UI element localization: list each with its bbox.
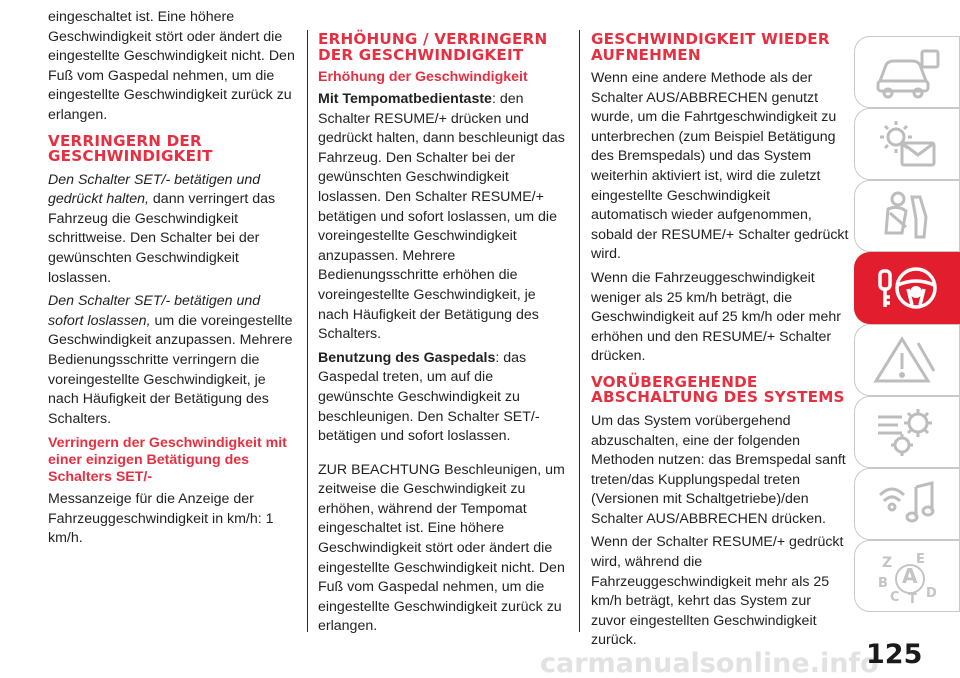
svg-text:D: D — [926, 586, 937, 601]
svg-text:Z: Z — [882, 555, 893, 571]
bold-text: Mit Tempomatbedientaste — [318, 91, 492, 107]
section-heading-wieder-aufnehmen: GESCHWINDIGKEIT WIEDER AUFNEHMEN — [591, 30, 830, 64]
warning-lights-icon — [872, 115, 942, 173]
chapter-tab-warning-lights[interactable] — [854, 108, 960, 180]
svg-text:C: C — [890, 590, 900, 605]
paragraph — [48, 171, 298, 289]
multimedia-icon — [872, 475, 942, 533]
emphasis-text: Den Schalter SET/- betätigen und gedrückt halten, — [48, 171, 261, 208]
paragraph: Um das System vorübergehend abzuschalten, eine der folgenden Methoden nutzen: das Bremspedal sanft treten/das Kupplungspedal treten (Versionen mit Schaltgetriebe)/den Schalter AUS/ABBRECHEN drücken. — [591, 412, 846, 527]
column-divider — [307, 30, 308, 632]
section-heading-voruebergehend: VORÜBERGEHENDE ABSCHALTUNG DES SYSTEMS — [591, 372, 845, 407]
car-dashboard-icon — [872, 43, 942, 101]
chapter-tab-dashboard[interactable] — [854, 36, 960, 108]
paragraph: Messanzeige für die Anzeige der Fahrzeuggeschwindigkeit in km/h: 1 km/h. — [48, 491, 274, 547]
watermark: carmanualsonline.info — [540, 648, 879, 678]
chapter-tab-safety[interactable] — [854, 180, 960, 252]
alphabetical-index-icon — [872, 547, 942, 605]
note-paragraph: ZUR BEACHTUNG Beschleunigen, um zeitweise die Geschwindigkeit zu erhöhen, während der Tempomat eingeschaltet ist. Eine höhere Geschwindigkeit stört oder ändert die eingestellte Geschwindigkeit nicht. Den Fuß vom Gaspedal nehmen, um die eingestellte Geschwindigkeit zurück zu erlangen. — [318, 461, 565, 635]
column-left — [48, 8, 298, 553]
steering-wheel-key-icon — [872, 259, 942, 317]
page-number: 125 — [866, 639, 923, 670]
chapter-tab-maintenance[interactable] — [854, 396, 960, 468]
subheading-erhoehung: Erhöhung der Geschwindigkeit — [318, 69, 528, 85]
chapter-tab-index[interactable] — [854, 540, 960, 612]
svg-text:A: A — [902, 564, 918, 588]
emphasis-text: Den Schalter SET/- betätigen und sofort loslassen, — [48, 293, 261, 329]
paragraph-text: : den Schalter RESUME/+ drücken und gedrückt halten, dann beschleunigt das Fahrzeug. Den Schalter bei der gewünschten Geschwindigkeit loslassen. Den Schalter RESUME/+ betätigen und sofort loslassen, um die voreingestellte Geschwindigkeit anzupassen. Mehrere Bedienungsschritte erhöhen die voreingestellte Geschwindigkeit, je nach Häufigkeit der Betätigung des Schalters. — [318, 91, 565, 343]
column-middle — [318, 8, 570, 641]
section-heading-erhoehung: ERHÖHUNG / VERRINGERN DER GESCHWINDIGKEIT — [318, 30, 548, 64]
paragraph: Wenn der Schalter RESUME/+ gedrückt wird, während die Fahrzeuggeschwindigkeit mehr als 25 km/h beträgt, kehrt das System zur zuvor eingestellten Geschwindigkeit zurück. — [591, 534, 844, 649]
chapter-tab-multimedia[interactable] — [854, 468, 960, 540]
safety-seat-icon — [872, 187, 942, 245]
paragraph — [318, 349, 570, 447]
paragraph — [318, 90, 570, 345]
paragraph — [48, 292, 298, 429]
column-right — [591, 8, 849, 655]
paragraph: Wenn die Fahrzeuggeschwindigkeit weniger als 25 km/h beträgt, die Geschwindigkeit auf 25 km/h oder mehr erhöhen und den RESUME/+ Schalter drücken. — [591, 269, 841, 365]
chapter-tab-starting-driving[interactable] — [854, 252, 960, 324]
chapter-tab-emergency[interactable] — [854, 324, 960, 396]
bold-text: Benutzung des Gaspedals — [318, 349, 496, 366]
paragraph: eingeschaltet ist. Eine höhere Geschwindigkeit stört oder ändert die eingestellte Geschwindigkeit nicht. Den Fuß vom Gaspedal nehmen, um die eingestellte Geschwindigkeit zurück zu erlangen. — [48, 9, 295, 123]
maintenance-gears-icon — [872, 403, 942, 461]
warning-triangle-icon — [872, 331, 942, 389]
paragraph-text: um die voreingestellte Geschwindigkeit anzupassen. Mehrere Bedienungsschritte verringern die voreingestellte Geschwindigkeit, je nach Häufigkeit der Betätigung des Schalters. — [48, 312, 293, 427]
column-divider — [579, 30, 580, 632]
section-heading-verringern: VERRINGERN DER GESCHWINDIGKEIT — [48, 131, 213, 166]
svg-text:B: B — [878, 576, 888, 591]
paragraph-text: : das Gaspedal treten, um auf die gewünschte Geschwindigkeit zu beschleunigen. Den Schalter SET/- betätigen und sofort loslassen. — [318, 349, 540, 445]
subheading-einzelbetaetigung: Verringern der Geschwindigkeit mit einer einzigen Betätigung des Schalters SET/- — [48, 435, 287, 486]
svg-text:E: E — [916, 552, 925, 567]
svg-text:T: T — [908, 592, 917, 605]
paragraph-text: dann verringert das Fahrzeug die Geschwindigkeit schrittweise. Den Schalter bei der gewünschten Geschwindigkeit loslassen. — [48, 191, 276, 286]
paragraph: Wenn eine andere Methode als der Schalter AUS/ABBRECHEN genutzt wurde, um die Fahrtgeschwindigkeit zu unterbrechen (zum Beispiel Betätigung des Bremspedals) und das System weiterhin aktiviert ist, wird die zuletzt eingestellte Geschwindigkeit automatisch wieder aufgenommen, sobald der RESUME/+ Schalter gedrückt wird. — [591, 70, 849, 263]
